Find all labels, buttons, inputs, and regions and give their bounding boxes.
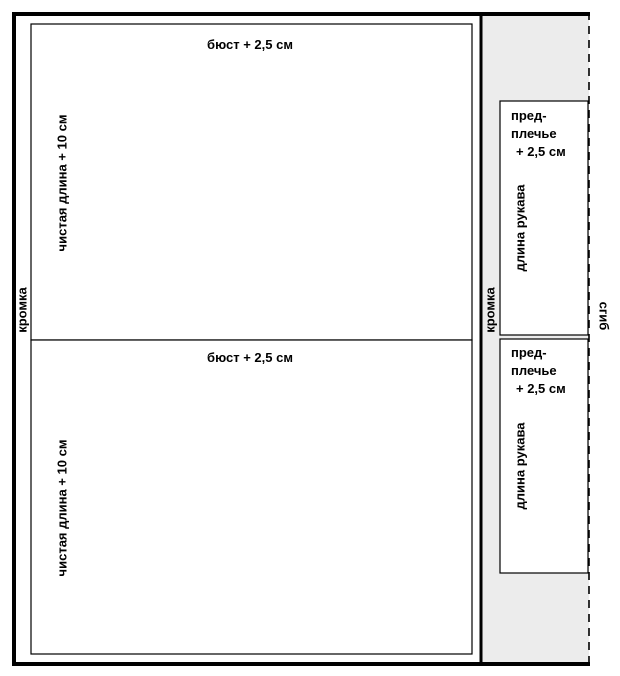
body-panel-top-width-label: бюст + 2,5 см	[207, 37, 293, 52]
selvedge-label-middle: кромка	[482, 287, 498, 333]
fold-label: сгиб	[596, 301, 612, 331]
body-panel-bottom	[31, 340, 472, 654]
sleeve-panel-bottom-width-line-3: + 2,5 см	[516, 381, 566, 396]
sleeve-panel-bottom-width-line-2: плечье	[511, 363, 557, 378]
sleeve-panel-bottom-length-label: длина рукава	[512, 422, 528, 510]
body-panel-top-length-label: чистая длина + 10 см	[54, 114, 70, 252]
sleeve-panel-top-width-line-3: + 2,5 см	[516, 144, 566, 159]
sleeve-panel-top-width-line-1: пред-	[511, 108, 547, 123]
selvedge-label-left: кромка	[14, 287, 30, 333]
sleeve-panel-top-length-label: длина рукава	[512, 184, 528, 272]
body-panel-bottom-width-label: бюст + 2,5 см	[207, 350, 293, 365]
body-panel-top	[31, 24, 472, 340]
sleeve-panel-top-width-line-2: плечье	[511, 126, 557, 141]
body-panel-bottom-length-label: чистая длина + 10 см	[54, 439, 70, 577]
sleeve-panel-bottom-width-line-1: пред-	[511, 345, 547, 360]
